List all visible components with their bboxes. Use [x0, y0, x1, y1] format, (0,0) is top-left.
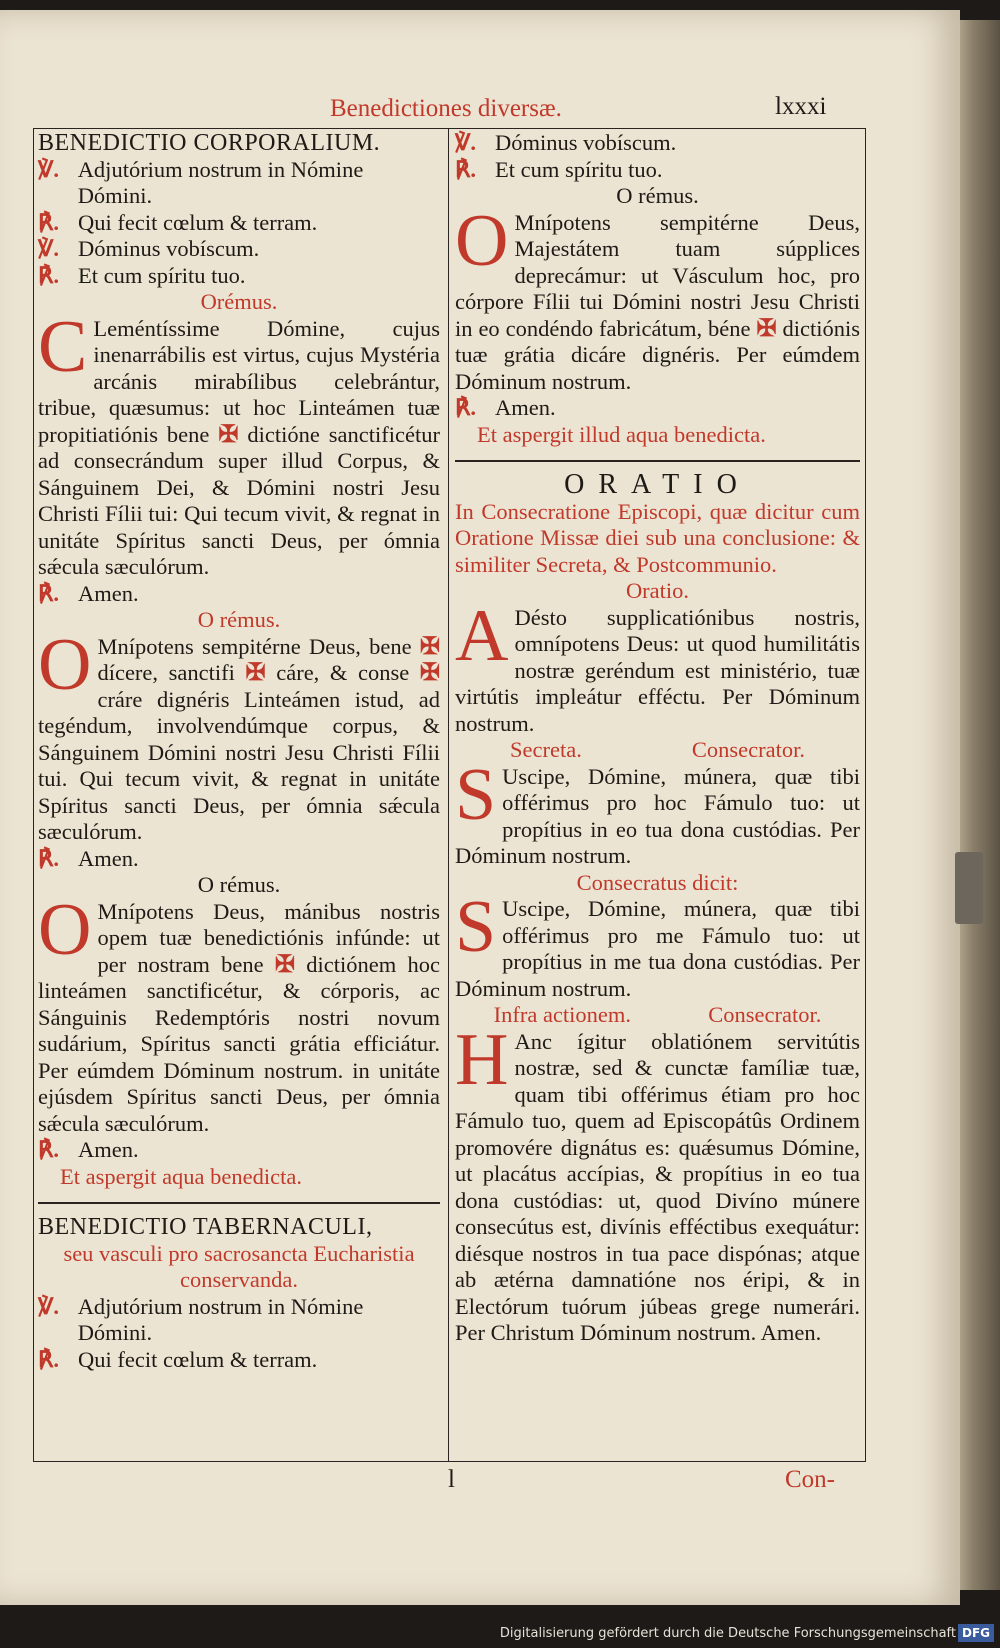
oremus: O rémus. [197, 607, 281, 632]
cross-icon: ✠ [274, 951, 296, 978]
infra-label: Infra actionem. [493, 1002, 632, 1027]
column-divider [448, 128, 449, 1462]
rubric: Et aspergit illud aqua benedicta. [477, 421, 766, 447]
versicle: ℣. Dóminus vobíscum. [38, 236, 260, 261]
response: ℟. Qui fecit cœlum & terram. [38, 1346, 318, 1372]
prayer-paragraph: A Désto supplicatiónibus nostris, omnípotens Deus: ut quod humilitátis nostræ geréndum est ministério, tuæ virtútis impleátur efféctu. Per Dóminum nostrum. [455, 594, 860, 736]
section-rule [455, 460, 860, 462]
cross-icon: ✠ [419, 633, 440, 660]
consecratus-label: Consecratus dicit: [576, 869, 739, 895]
cross-icon: ✠ [218, 421, 239, 448]
response: ℟. Amen. [38, 1137, 139, 1162]
response: ℟. Amen. [455, 395, 556, 420]
prayer-paragraph: C Leméntíssime Dómine, cujus inenarrábilis est virtus, cujus Mystéria arcánis mirabílibus celebrántur, tribue, quæsumus: ut hoc Linteámen tuæ propitiatiónis bene ✠ dictióne sanctificétur ad consecrándum super illud Corpus, & Sánguinem Dei, & Dómini nostri Jesu Christi Fílii tui: Qui tecum vivit, & regnat in unitáte Spíritus sancti Deus, per ómnia sǽcula sæculórum. [38, 305, 440, 579]
oratio-heading: ORATIO [564, 469, 751, 500]
left-column [38, 130, 440, 1373]
drop-cap: H [455, 1018, 509, 1101]
rubric: Et aspergit aqua benedicta. [60, 1163, 302, 1189]
prayer-paragraph: O Mnípotens Deus, mánibus nostris opem tuæ benedictiónis infúnde: ut per nostram bene ✠ dictiónem hoc linteámen sanctificétur, & córporis, ac Sánguinis Redemptóris nostri novum sudárium, Spíritus sancti grátia efficiátur. Per eúmdem Dóminum nostrum. in unitáte ejúsdem Spíritus sancti Deus, per ómnia sǽcula sæculórum. [38, 888, 441, 1136]
dfg-logo: DFG [958, 1624, 994, 1642]
prayer-paragraph: H Anc ígitur oblatiónem servitútis nostræ, sed & cunctæ famíliæ tuæ, quam tibi offérimus étiam pro hoc Fámulo tuo, quem ad Episcopátûs Ordinem promovére dignátus es: quǽsumus Dómine, ut placátus accípias, & propítius in eo tua dona custódias: ut, quod Divíno múnere consecútus est, divínis efféctibus exequátur: diésque nostros in tua pace dispónas; atque ab ætérna damnatióne nos éripi, & in Electórum tuórum júbeas grege numerári. Per Christum Dóminum nostrum. Amen. [455, 1018, 860, 1345]
versicle: ℣. Adjutórium nostrum in Nómine Dómini. [38, 156, 364, 208]
section-heading: BENEDICTIO CORPORALIUM. [38, 130, 381, 156]
prayer-paragraph: S Uscipe, Dómine, múnera, quæ tibi offérimus pro hoc Fámulo tuo: ut propítius in eo tua dona custódias. Per Dóminum nostrum. [455, 753, 860, 868]
book-clasp [955, 852, 983, 924]
page-edge [955, 20, 1000, 1590]
oratio-label: Oratio. [625, 578, 690, 603]
signature-mark: l [448, 1466, 455, 1493]
response: ℟. Amen. [38, 845, 139, 871]
versicle: ℣. Adjutórium nostrum in Nómine Dómini. [38, 1293, 364, 1345]
cross-icon: ✠ [756, 315, 777, 342]
digitization-credit-bar [0, 1620, 1000, 1648]
drop-cap: S [455, 753, 497, 836]
oremus: Orémus. [200, 289, 278, 314]
response: ℟. Qui fecit cœlum & terram. [38, 209, 318, 235]
drop-cap: O [38, 623, 92, 706]
oremus: O rémus. [197, 872, 281, 897]
drop-cap: A [455, 594, 509, 677]
section-rule [38, 1202, 440, 1204]
right-column [455, 130, 860, 1347]
drop-cap: O [455, 199, 509, 282]
prayer-paragraph: S Uscipe, Dómine, múnera, quæ tibi offérimus pro me Fámulo tuo: ut propítius in me tua dona custódias. Per Dóminum nostrum. [455, 886, 860, 1001]
drop-cap: O [38, 888, 92, 971]
oremus: O rémus. [616, 183, 699, 208]
versicle: ℣. Dóminus vobíscum. [455, 130, 677, 155]
response: ℟. Et cum spíritu tuo. [455, 156, 663, 182]
prayer-paragraph: O Mnípotens sempitérne Deus, bene ✠ dícere, sanctifi ✠ cáre, & conse ✠ cráre dignéris Linteámen istud, ad tegéndum, involvendúmque corpus, & Sánguinem Dómini nostri Jesu Christi Fílii tui. Qui tecum vivit, & regnat in unitáte Spíritus sancti Deus, per ómnia sǽcula sæculórum. [38, 623, 441, 844]
catchword: Con- [785, 1466, 835, 1493]
consecrator-label: Consecrator. [691, 737, 805, 762]
folio-number: lxxxi [775, 93, 827, 120]
consecrator-label: Consecrator. [708, 1002, 822, 1027]
section-subheading: seu vasculi pro sacrosancta Eucharistia conservanda. [63, 1240, 415, 1292]
section-heading: BENEDICTIO TABERNACULI, [38, 1214, 373, 1240]
prayer-paragraph: O Mnípotens sempitérne Deus, Majestátem tuam súpplices deprecámur: ut Vásculum hoc, pro córpore Fílii tui Dómini nostri Jesu Christi in eo condéndo fabricátum, béne ✠ dictiónis tuæ grátia dicáre dignéris. Per eúmdem Dóminum nostrum. [455, 199, 860, 394]
response: ℟. Et cum spíritu tuo. [38, 262, 246, 288]
cross-icon: ✠ [419, 660, 441, 686]
drop-cap: C [38, 305, 88, 388]
rubric-pair [455, 737, 860, 764]
running-head: Benedictiones diversæ. [330, 95, 562, 122]
secreta-label: Secreta. [510, 737, 582, 762]
drop-cap: S [455, 886, 497, 968]
cross-icon: ✠ [245, 660, 266, 686]
rubric-pair [455, 1002, 860, 1029]
credit-text: Digitalisierung gefördert durch die Deutsche Forschungsgemeinschaft [499, 1626, 956, 1641]
response: ℟. Amen. [38, 580, 139, 606]
rubric: In Consecratione Episcopi, quæ dicitur cum Oratione Missæ diei sub una conclusione: & similiter Secreta, & Postcommunio. [455, 498, 860, 577]
